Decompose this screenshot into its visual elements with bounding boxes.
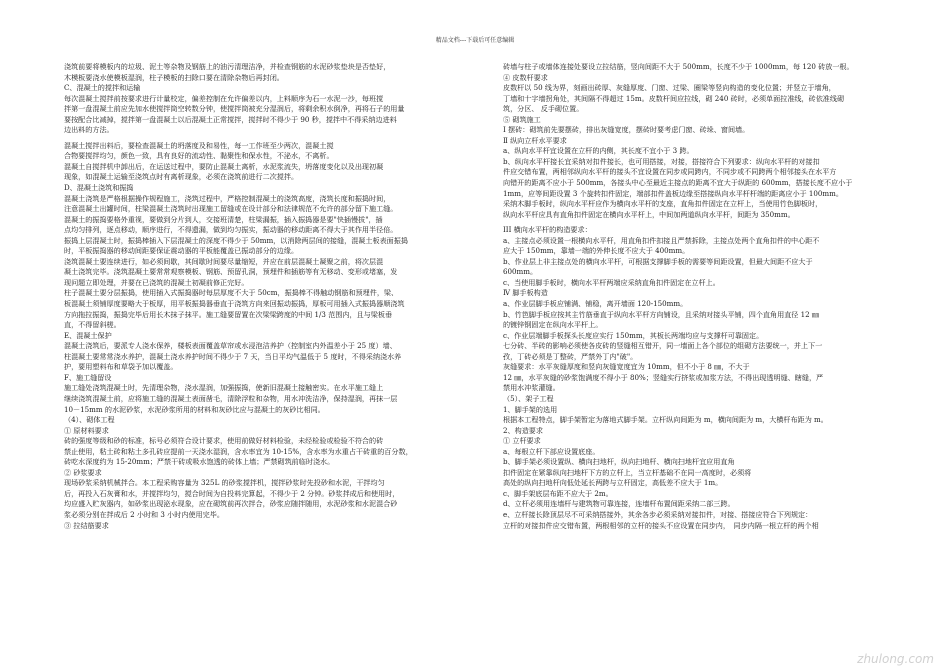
text-line: e、立杆接长除顶层尽不可采纳搭接外，其余各步必须采纳对接扣件，对接、搭接应符合下列规定：: [503, 509, 813, 519]
text-line: a、每根立杆下部应设置底座。: [503, 446, 600, 456]
text-line: 后，再投入石灰膏和水，并搅拌均匀，搅合时间为自投料完算起，不得少于 2 分钟。砂浆拌成后和使用时，: [64, 488, 400, 498]
text-line: ④ 皮数杆要求: [503, 72, 548, 82]
text-line: 时，平板振捣器的移动间距要保证震动器的平板能覆盖已振动部分的边缘。: [64, 246, 299, 256]
text-line: 直，不得留斜槎。: [64, 320, 121, 330]
text-line: b、纵向水平杆接长宜采纳对扣件接长，也可用搭接，对接，搭接符合下列要求：纵向水平杆的对接扣: [503, 156, 820, 166]
text-line: 边出料的方法。: [64, 125, 114, 135]
text-line: 皮数杆以 50 线为界，刻画出砖厚、灰缝厚度、门窗、过梁、圈梁等竖向构造的变化位置；并竖立于墙角，: [503, 83, 836, 93]
text-line: 的镀锌钢固定在纵向水平杆上。: [503, 320, 603, 330]
text-line: 混凝土自搅拌机中卸出后，在运送过程中，要防止混凝土离析，水泥浆流失，坍落度变化以及出现初凝: [64, 161, 384, 171]
left-column: [64, 62, 464, 531]
text-line: c、当使用脚手板时，横向水平杆两端应采纳直角扣件固定在立杆上。: [503, 277, 720, 287]
text-line: （5）、架子工程: [503, 393, 554, 403]
text-line: c、脚手架底层布距不应大于 2m。: [503, 488, 613, 498]
text-line: 2、构造要求: [503, 425, 543, 435]
text-line: III 横向水平杆的构造要求：: [503, 225, 592, 235]
text-line: 现场砂浆采纳机械拌合。本工程采购容量为 325L 的砂浆搅拌机，搅拌砂浆时先投砂和水泥，干拌均匀: [64, 478, 385, 488]
text-line: 浇筑前要将模板内的垃圾、泥土等杂物及钢筋上的油污清理洁净，并检查钢筋的水泥砂浆垫块是否垫好，: [64, 62, 391, 71]
text-line: 600mm。: [503, 267, 538, 277]
text-line: 根据本工程特点，脚手架暂定为落地式脚手架。立杆纵向间距为 m，横向间距为 m，大横杆布距为 m。: [503, 415, 828, 425]
text-line: 凝土浇筑完毕。浇筑混凝土要常常观察模板、钢筋、预留孔洞，预埋件和插筋等有无移动、变形或堵塞，发: [64, 267, 398, 277]
text-line: b、脚手架必须设置纵、横向扫地杆，纵向扫地杆、横向扫地杆宜应用直角: [503, 457, 735, 467]
text-line: ① 立杆要求: [503, 436, 541, 446]
text-line: Ⅳ 脚手板构造: [503, 288, 548, 298]
text-line: 每次混凝土搅拌前按要求进行计量校定，偏差控制在允许偏差以内，上料顺序为石一水泥一沙，每班搅: [64, 93, 384, 103]
text-line: 混凝土浇筑后，要派专人浇水保养，楼板表面覆盖草帘或水浸泡洁养护（控制室内外温差小于 25 度）墙、: [64, 341, 397, 351]
text-line: 高处的纵向扫地杆向低处延长两跨与立杆固定，高低差不应大于 1m。: [503, 478, 723, 488]
text-line: ② 砂浆要求: [64, 467, 102, 477]
text-line: 现问题立即处理，并要在已浇筑的混凝土初凝前修正完好。: [64, 277, 249, 287]
text-line: Ⅱ 纵向立杆水平要求: [503, 135, 567, 145]
text-line: E、混凝土保护: [64, 330, 112, 340]
text-line: 10－15mm 的水泥砂浆，水泥砂浆所用的材料和灰砂比应与混凝土的灰砂比相同。: [64, 404, 325, 414]
text-line: 方向拖拉振捣，振捣完毕后用长木抹子抹平。施工缝要留置在次梁梁跨度的中间 1/3 范围内，且与梁板垂: [64, 309, 393, 319]
text-line: 扣件固定在紧靠纵向扫地杆下方的立杆上，当立杆基础不在同一高度时，必须将: [503, 467, 752, 477]
text-line: ① 原材料要求: [64, 425, 109, 435]
text-line: 件应交错布置，两相邻纵向水平杆的接头不宜设置在同步或同跨内，不同步或不同跨两个相邻接头在水平方: [503, 167, 837, 177]
text-line: 混凝土浇筑是严格根据操作规程施工，浇筑过程中，严格控制混凝土的浇筑高度，浇筑长度和振捣时间，: [64, 193, 391, 203]
text-line: 施工缝处浇筑混凝土时，先清理杂物，浇水湿润，加强振捣，使新旧混凝土接触密实。在水平施工缝上: [64, 383, 384, 393]
text-line: 要按配合比减掉，搅拌第一盘混凝土以后混凝土正常搅拌，搅拌时不得少于 90 秒，搅拌中不得采纳边进料: [64, 114, 397, 124]
text-line: 砖的强度等级和砂的标准，标号必须符合设计要求，使用前做好材料检验，未经检验或检验不符合的砖: [64, 436, 384, 446]
text-line: b、竹笆脚手板应按其主竹筋垂直于纵向水平杆方向铺设，且采纳对接头平铺，四个直角用直径 12 ㎜: [503, 309, 820, 319]
text-line: ⑤ 砌筑施工: [503, 114, 541, 124]
text-line: a、主接点必须设置一根横向水平杆，用直角扣件扣接且严禁拆除，主接点处两个直角扣件的中心距不: [503, 235, 820, 245]
text-line: 木模板要浇水使模板湿润，柱子模板的扫除口要在清除杂物后再封闭。: [64, 72, 284, 82]
text-line: 合物要搅拌均匀，颜色一致，具有良好的流动性、黏聚性和保水性，不泌水，不离析。: [64, 151, 334, 161]
text-line: 筑，分区、 反手砌位置。: [503, 104, 584, 114]
text-line: 柱子混凝土要分层振捣，使用插入式振捣器时每层厚度不大于 50cm，振捣棒不得触动钢筋和预埋件，梁、: [64, 288, 399, 298]
text-line: 砖墙与柱子或墙体连接处要设立拉结筋，竖向间距不大于 500mm，长度不少于 1000mm，每 120 砖放一根。: [503, 62, 854, 71]
text-line: 向错开的距离不应小于 500mm，各接头中心至最近主接点的距离不宜大于纵距的 600mm，搭接长度不应小于: [503, 178, 853, 188]
text-line: C、混凝土的搅拌和运输: [64, 83, 141, 93]
text-line: F、施工缝留设: [64, 372, 112, 382]
text-line: 禁止使用，粘土砖和粘土多孔砖应提前一天浇水湿润，含水率宜为 10-15%，含水率为水重占干砖重的百分数，: [64, 446, 413, 456]
text-line: 应大于 150mm，靠墙一端的外伸长度不应大于 400mm。: [503, 246, 690, 256]
text-line: 混凝土的振捣要格外重视，要做到分片到人，交接班清楚，柱梁漏振，插入振捣器是要"快插慢拔"，插: [64, 214, 383, 224]
text-line: 点均匀排列，逐点移动，顺序进行，不得遗漏，做到均匀振实，振动器的移动距离不得大于其作用半径倍。: [64, 225, 398, 235]
text-line: 采纳木脚手板时，纵向水平杆应作为横向水平杆的支座，直角扣件固定在立杆上，当使用竹色脚板时，: [503, 199, 823, 209]
text-line: 1、脚手架的选用: [503, 404, 558, 414]
text-line: 纵向水平杆应具有直角扣件固定在横向水平杆上，中间加两道纵向水平杆，间距为 350mm。: [503, 209, 795, 219]
text-line: 继续浇筑混凝土前，应将施工缝的混凝土表面凿毛，清除浮粒和杂物，用水冲洗洁净，保持湿润，再抹一层: [64, 393, 398, 403]
text-line: c、作业层端脚手板探头长度应实行 150mm，其板长两端均应与支撑杆可靠固定。: [503, 330, 764, 340]
text-line: Ⅰ 摆砖：砌筑前先要摆砖，排出灰缝宽度，摆砖时要考虑门窗、砖垛、窗间墙。: [503, 125, 750, 135]
text-line: b、作业层上非主接点处的横向水平杆，可根据支撑脚手板的需要等间距设置，但最大间距不应大于: [503, 256, 813, 266]
text-line: 均应盛入贮灰器内，如砂浆出现泌水现象，应在砌筑前再次拌合，砂浆应随拌随用，水泥砂浆和水泥混合砂: [64, 499, 398, 509]
text-line: 振捣上层混凝土时，振捣棒插入下层混凝土的深度不得少于 50mm，以消除两层间的接缝，混凝土板表面振捣: [64, 235, 408, 245]
page-header: 精品文档---下载后可任意编辑: [435, 37, 515, 44]
text-line: 护，要用塑料布和草袋予加以覆盖。: [64, 362, 178, 372]
text-line: 砖吃水深度约为 15-20mm；严禁干砖或吸水饱透的砖体上墙；严禁砌筑前临时浇水。: [64, 457, 335, 467]
text-line: a、纵向水平杆宜设置在立杆的内侧，其长度不宜小于 3 跨。: [503, 146, 694, 156]
text-line: 注意混凝土出罐时间，柱梁混凝土浇筑时出现施工留缝或在设计部分和法律规范不允许的部分留下施工缝。: [64, 204, 398, 214]
text-line: d、立杆必须用连墙杆与建筑物可靠连接，连墙杆布置间距采纳二部三跨。: [503, 499, 735, 509]
text-line: 浆必须分别在拌成后 2 小时和 3 小时内使用完毕。: [64, 509, 224, 519]
text-line: 板混凝土须铺厚度要略大于板厚，用平板振捣器垂直于浇筑方向来回振动振捣，厚板可用插入式振捣器顺浇筑: [64, 299, 405, 309]
text-line: 浇筑混凝土要连续进行，如必须间歇，其间歇时间要尽量缩短，并应在前层混凝土凝聚之前，将次层混: [64, 256, 384, 266]
text-line: 1mm，应等间距设置 3 个旋转扣件固定，端部扣件盖板边缘至搭接纵向水平杆杆端的距离应小于 100mm。: [503, 188, 843, 198]
text-line: 柱混凝土要常常浇水养护，混凝土浇水养护时间不得少于 7 天，当日平均气温低于 5 度时，不得采纳浇水养: [64, 351, 402, 361]
text-line: 拌第一盘混凝土前应先加水使搅拌筒空转数分钟，使搅拌筒被充分湿润后，将剩余积水倒净，再将石子的用量: [64, 104, 405, 114]
text-line: a、作业层脚手板应铺满、铺稳，离开墙面 120-150mm。: [503, 299, 688, 309]
text-line: 混凝土搅拌出料后，要检查混凝土的坍落度及和易性，每一工作班至少两次，混凝土搅: [64, 140, 334, 150]
text-line: 立杆的对接扣件应交错布置，两根相邻的立杆的接头不应设置在同步内， 同步内隔一根立杆的两个相: [503, 520, 819, 530]
text-line: 灰缝要求：水平灰缝厚度和竖向灰缝宽度宜为 10mm，但不小于 8 ㎜，不大于: [503, 362, 750, 372]
text-line: 现象，如混凝土运输至浇筑点时有离析现象，必须在浇筑前进行二次搅拌。: [64, 172, 299, 182]
right-column: [503, 62, 903, 531]
text-line: ③ 拉结筋要求: [64, 520, 109, 530]
text-line: 七分砖、半砖的影响必须使各皮砖的竖缝相互错开，同一墙面上各个部位的组砌方法要统一，并上下一: [503, 341, 823, 351]
text-line: D、混凝土浇筑和振捣: [64, 183, 134, 193]
text-line: 禁用水冲浆灌缝。: [503, 383, 560, 393]
site-watermark: zhulong.com: [857, 652, 934, 666]
text-line: （4）、砌体工程: [64, 415, 115, 425]
text-line: 12 ㎜，水平灰缝的砂浆饱满度不得小于 80%；竖缝实行挤浆或加浆方法，不得出现透明缝、瞎缝，严: [503, 372, 824, 382]
text-line: 丁墙和十字墙拐角处，其间隔不得超过 15m。皮数杆间应拉线，砌 240 砖时，必须单面拉准线，砖依准线砌: [503, 93, 845, 103]
text-line: 孜，丁砖必须是丁整砖，严禁外丁内"破"。: [503, 351, 638, 361]
